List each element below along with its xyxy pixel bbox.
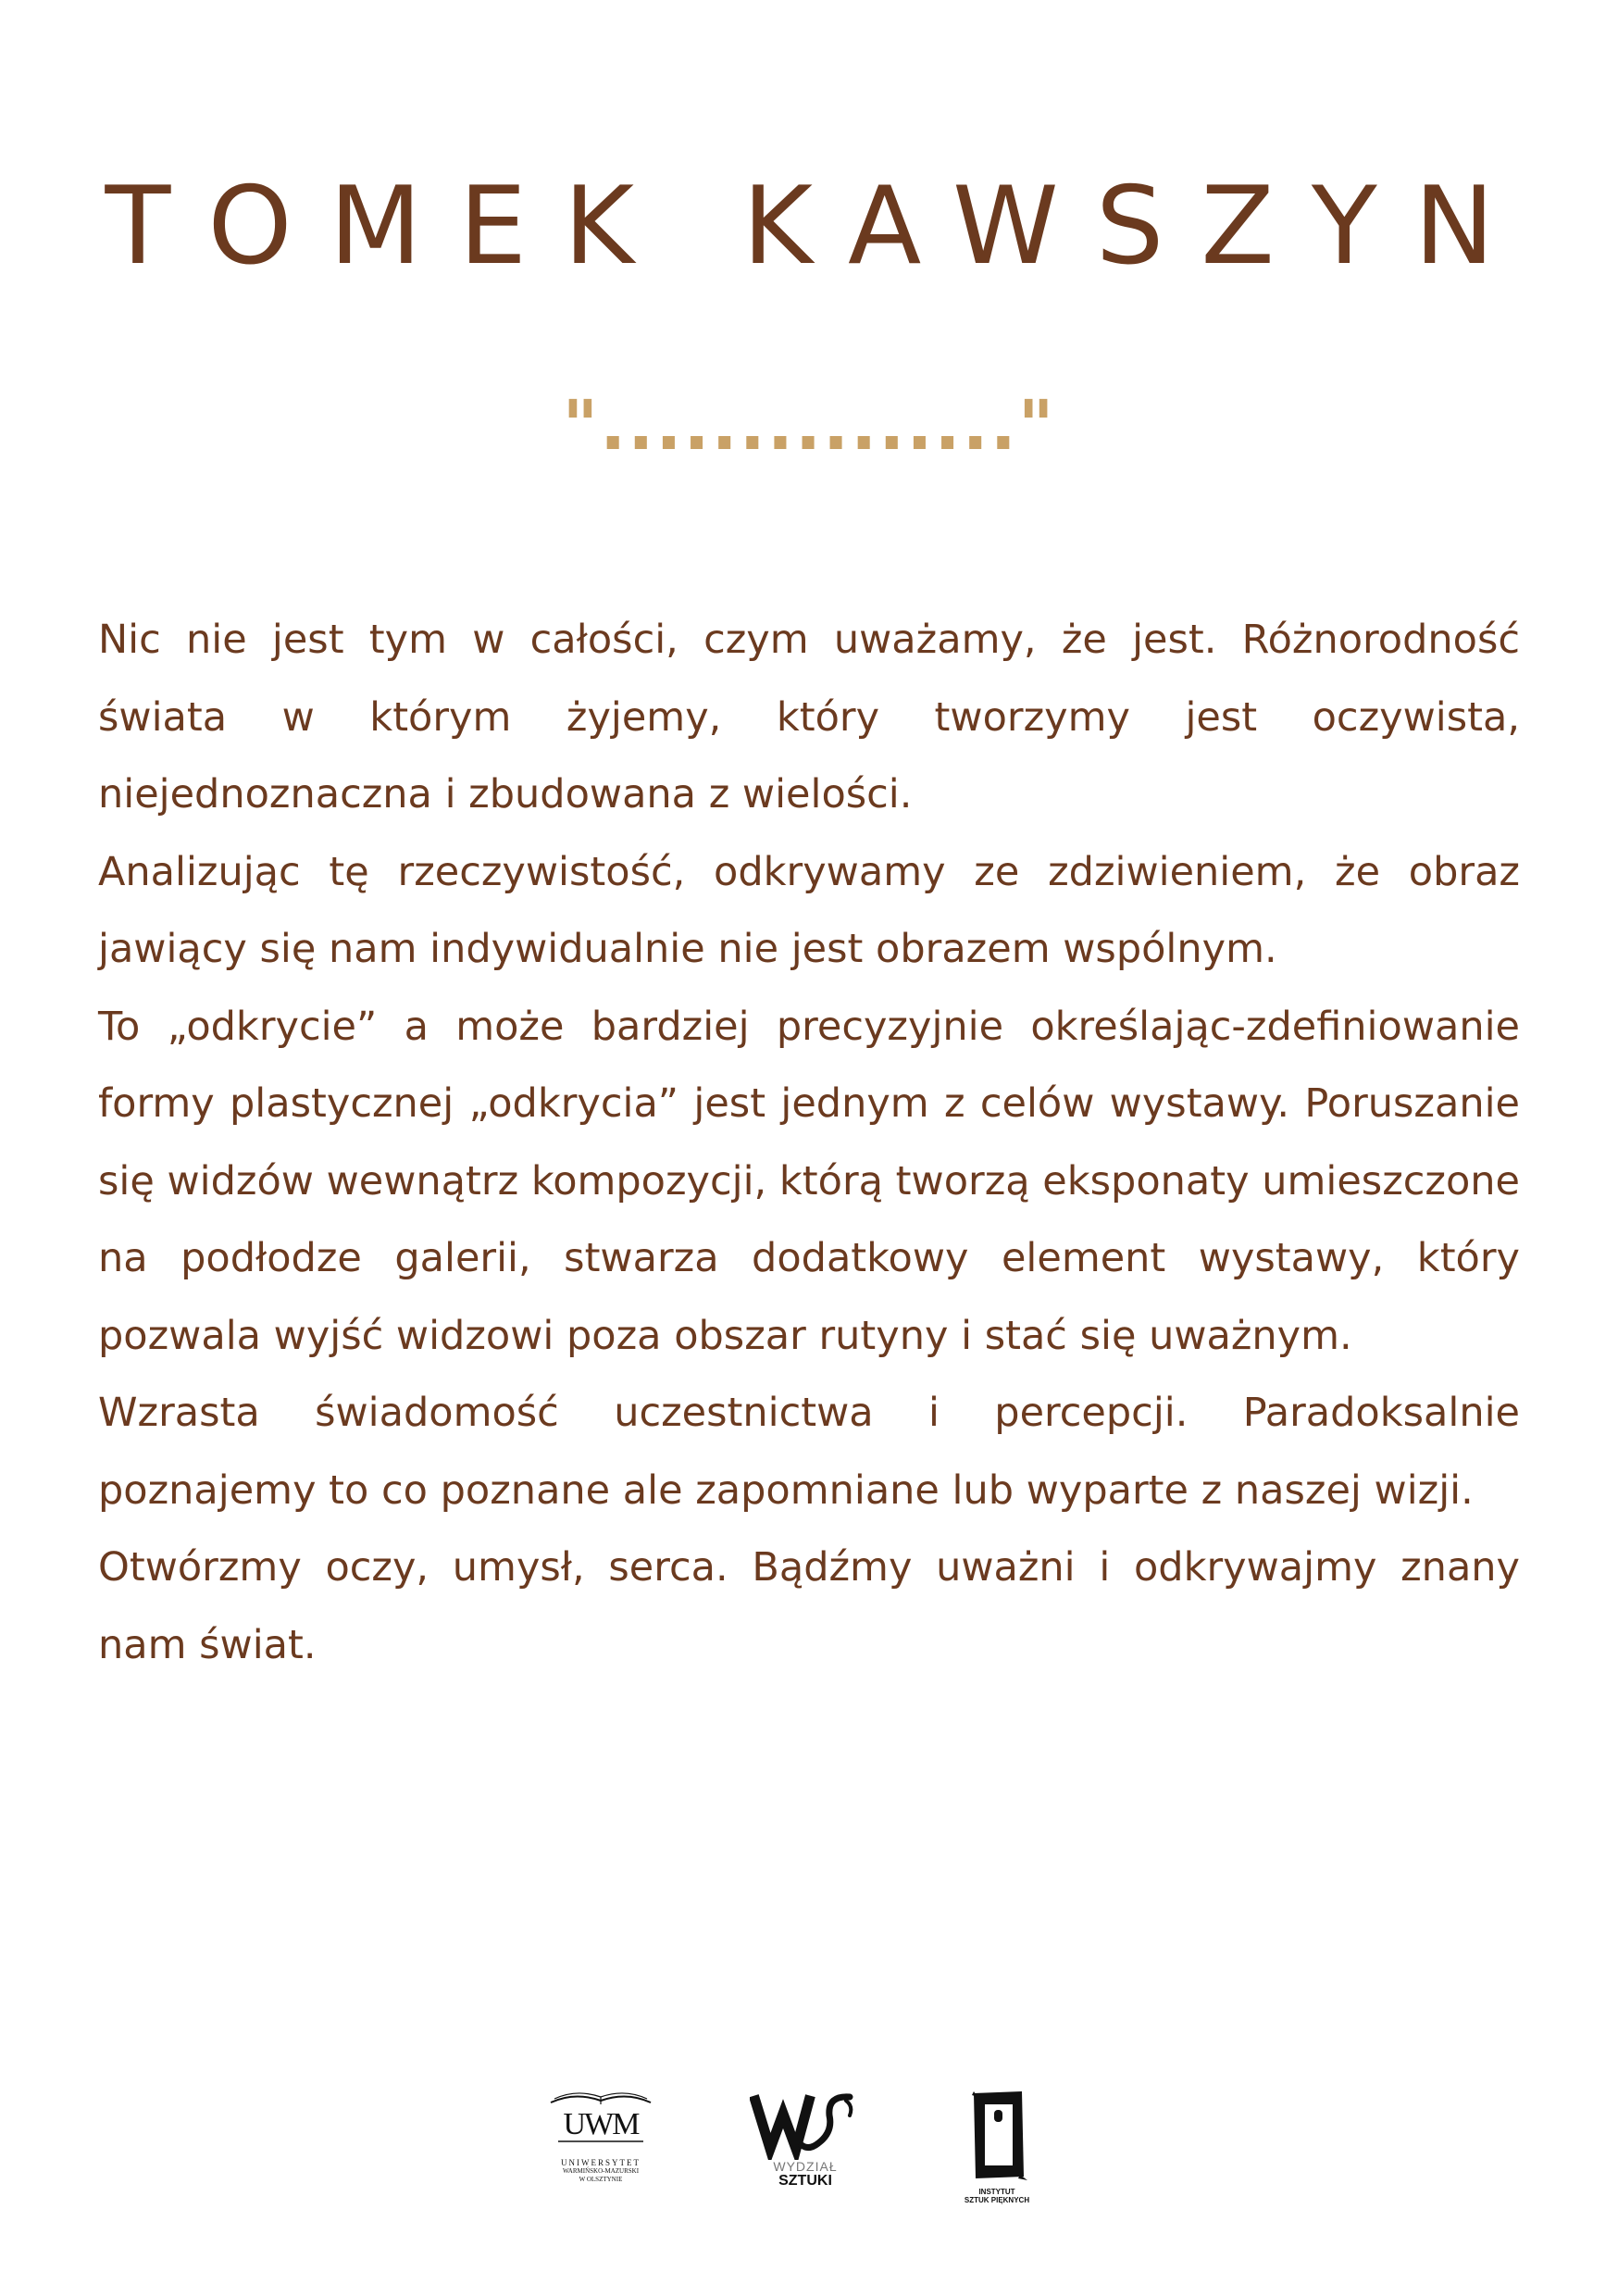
uwm-name-line3: W OLSZTYNIE	[579, 2176, 623, 2183]
exhibition-title: TOMEK KAWSZYN	[105, 164, 1532, 289]
paragraph-4: Wzrasta świadomość uczestnictwa i percepcji. Paradoksalnie poznajemy to co poznane ale zapomniane lub wyparte z naszej wizji.	[98, 1390, 1520, 1514]
instytut-sztuk-pieknych-logo	[955, 2088, 1039, 2204]
paragraph-5: Otwórzmy oczy, umysł, serca. Bądźmy uważni i odkrywajmy znany nam świat.	[98, 1544, 1520, 1668]
uwm-name-line2: WARMIŃSKO-MAZURSKI	[562, 2167, 640, 2175]
sponsor-logos	[0, 2088, 1618, 2217]
paragraph-1: Nic nie jest tym w całości, czym uważamy, że jest. Różnorodność świata w którym żyjemy, który tworzymy jest oczywista, niejednoznaczna i zbudowana z wielości.	[98, 617, 1520, 817]
ws-name-line2: SZTUKI	[778, 2173, 832, 2189]
wydzial-sztuki-logo	[750, 2088, 861, 2189]
ws-name-line1: WYDZIAŁ	[773, 2159, 838, 2174]
uwm-book-icon	[541, 2088, 660, 2152]
ws-mark-icon	[750, 2088, 861, 2160]
paragraph-2: Analizując tę rzeczywistość, odkrywamy ze zdziwieniem, że obraz jawiący się nam indywidualnie nie jest obrazem wspólnym.	[98, 848, 1520, 972]
exhibition-description	[98, 602, 1520, 1684]
isp-mark-icon	[955, 2088, 1039, 2184]
uwm-mark: UWM	[563, 2107, 639, 2141]
paragraph-3: To „odkrycie” a może bardziej precyzyjnie określając-zdefiniowanie formy plastycznej „odkrycia” jest jednym z celów wystawy. Poruszanie się widzów wewnątrz kompozycji, którą tworzą eksponaty umieszczone na podłodze galerii, stwarza dodatkowy element wystawy, który pozwala wyjść widzowi poza obszar rutyny i stać się uważnym.	[98, 1003, 1520, 1359]
uwm-logo	[541, 2088, 660, 2184]
exhibition-subtitle: "..............."	[562, 386, 1056, 466]
isp-name-line2: SZTUK PIĘKNYCH	[964, 2196, 1030, 2204]
uwm-name-line1: UNIWERSYTET	[561, 2158, 641, 2167]
isp-name-line1: INSTYTUT	[978, 2188, 1015, 2196]
